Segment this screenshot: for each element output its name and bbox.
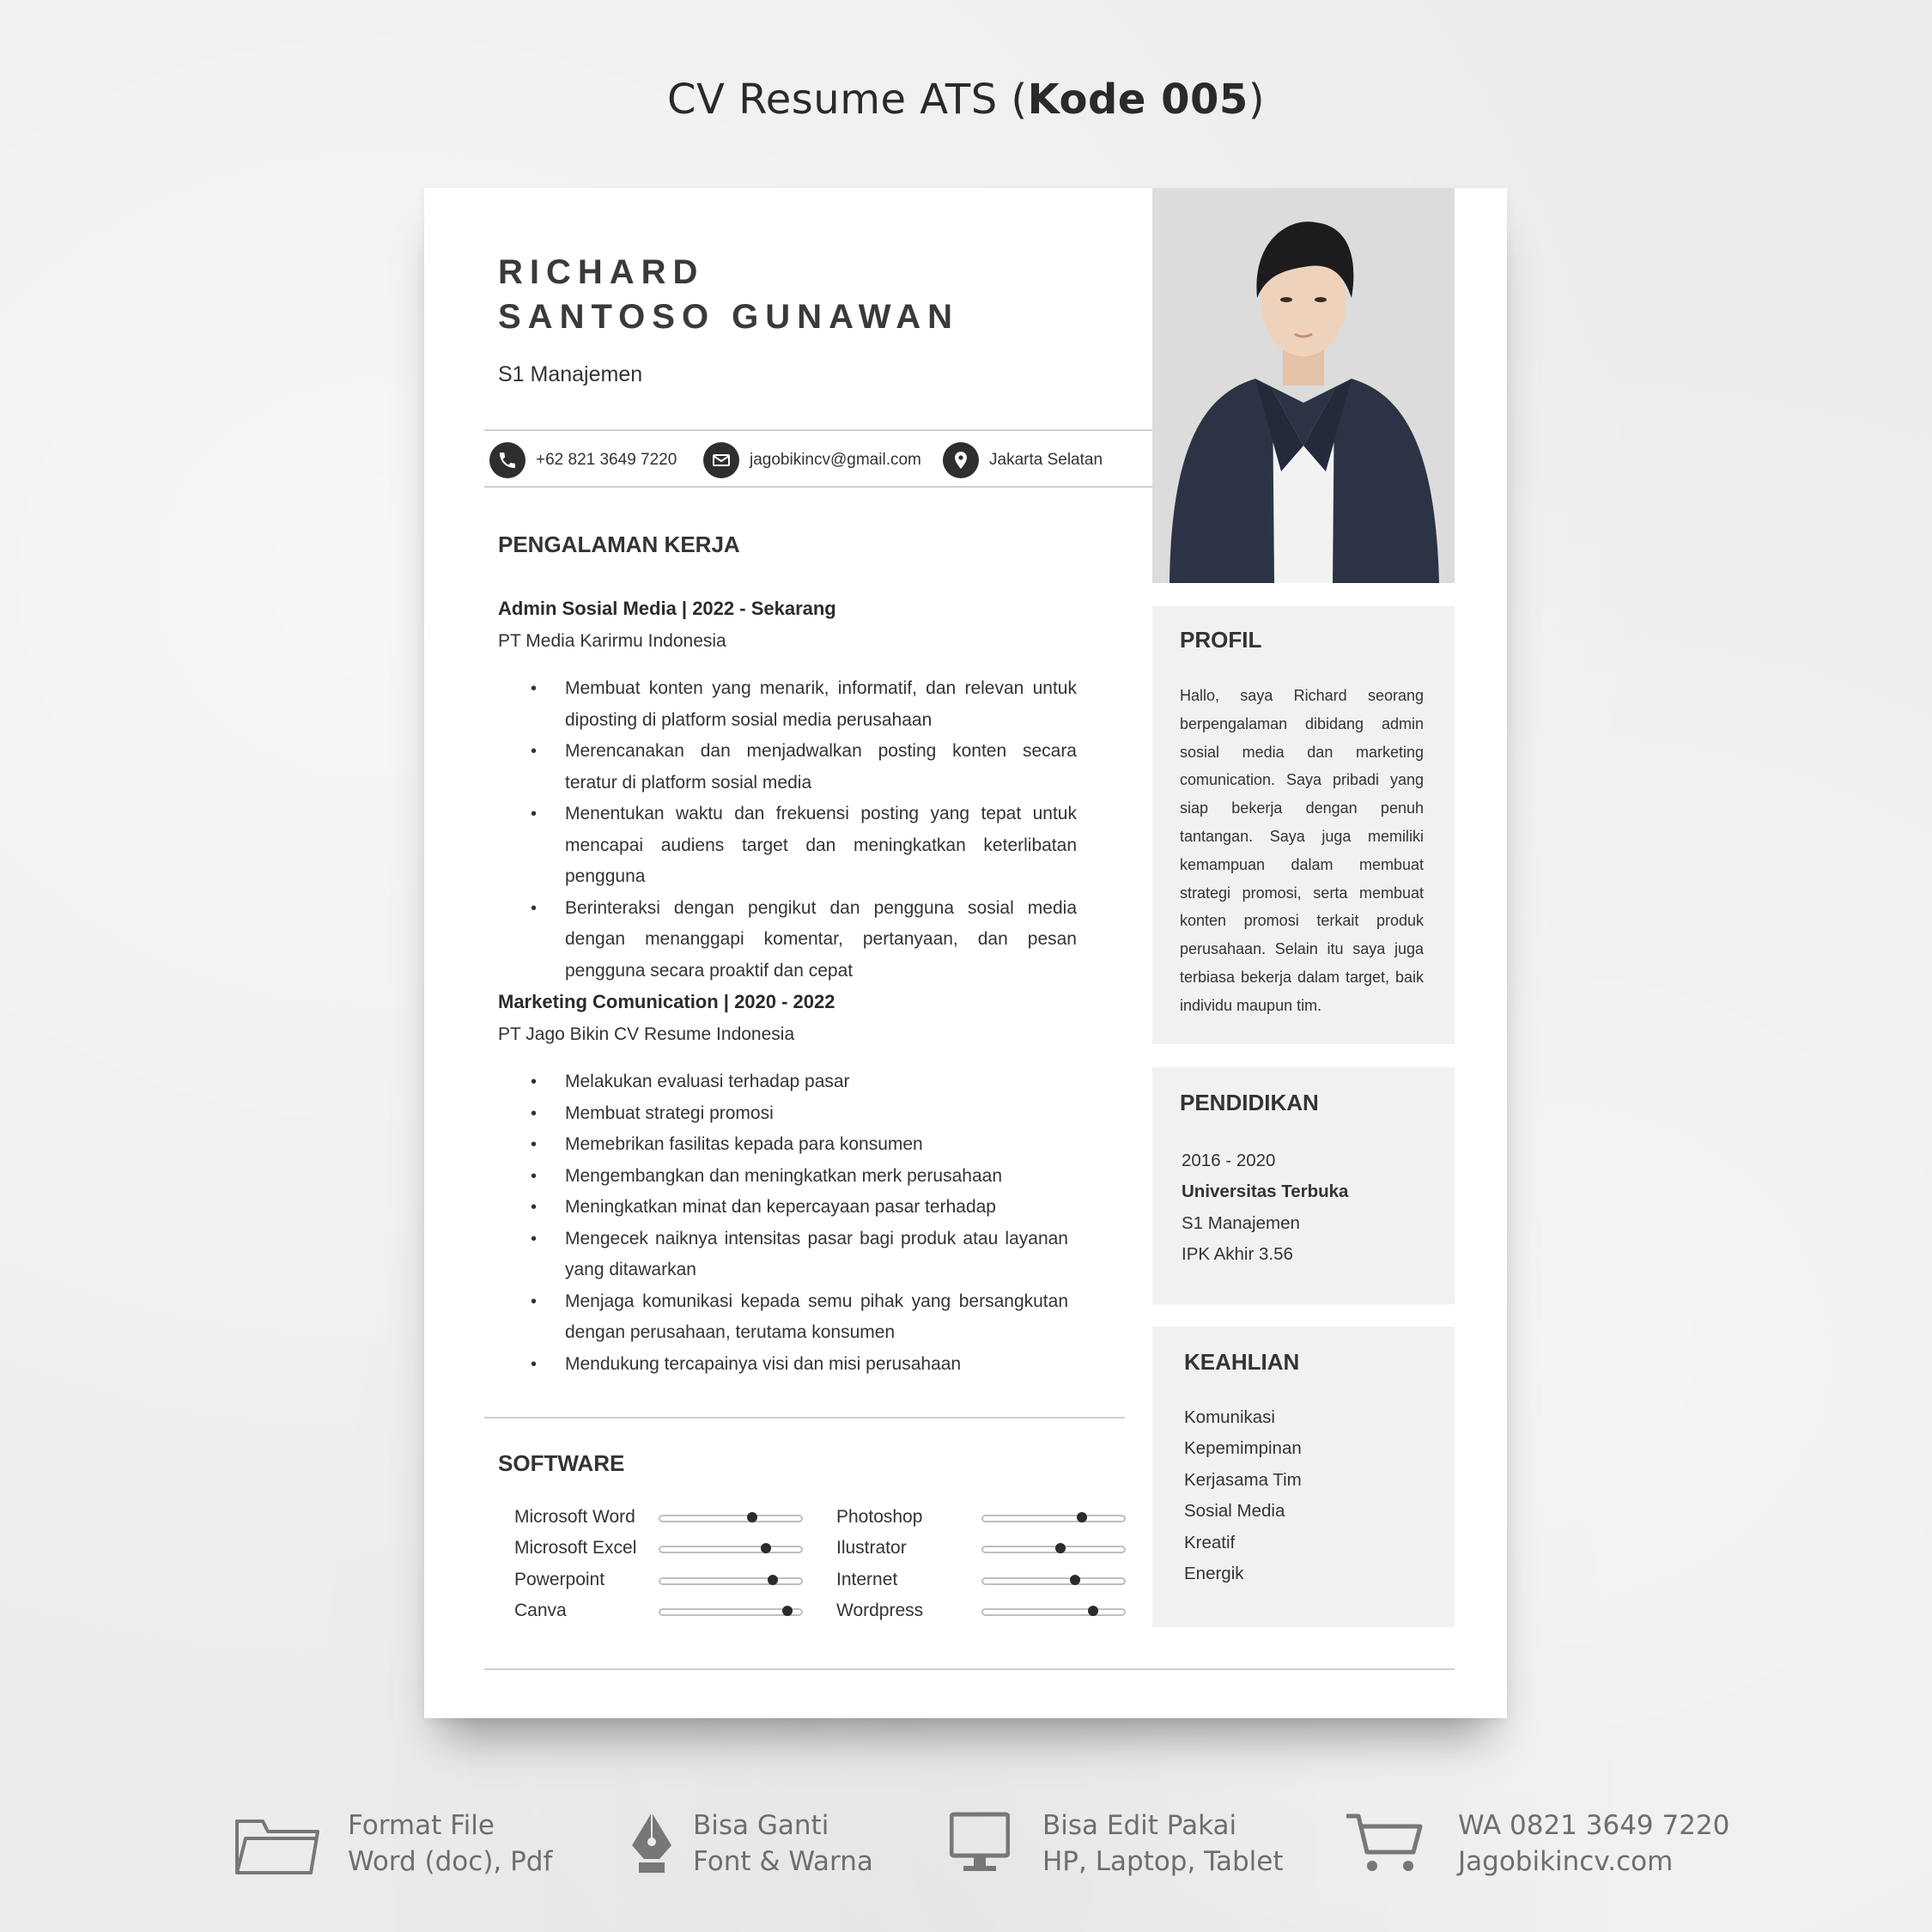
list-item: • Membuat strategi promosi xyxy=(531,1098,1068,1130)
education-degree: S1 Manajemen xyxy=(1182,1213,1300,1233)
skill-level-knob xyxy=(1077,1512,1087,1522)
skill-level-knob xyxy=(782,1606,793,1616)
skill-level-knob xyxy=(1070,1575,1080,1585)
monitor-icon xyxy=(950,1811,1010,1880)
job-company: PT Media Karirmu Indonesia xyxy=(498,631,726,651)
software-name: Canva xyxy=(514,1601,567,1620)
job-title: Marketing Comunication | 2020 - 2022 xyxy=(498,991,835,1012)
skill-level-bar xyxy=(981,1515,1126,1522)
skill-level-knob xyxy=(768,1575,778,1585)
skill-level-bar xyxy=(981,1577,1126,1585)
education-gpa: IPK Akhir 3.56 xyxy=(1182,1244,1293,1264)
education-school: Universitas Terbuka xyxy=(1182,1182,1349,1201)
feature-contact: WA 0821 3649 7220 Jagobikincv.com xyxy=(1458,1810,1730,1877)
profile-photo xyxy=(1152,188,1455,583)
experience-heading: PENGALAMAN KERJA xyxy=(498,532,740,557)
software-name: Photoshop xyxy=(836,1507,923,1527)
skill-item: Sosial Media xyxy=(1184,1501,1285,1521)
contact-location: Jakarta Selatan xyxy=(943,442,1103,478)
profile-box xyxy=(1152,606,1455,1044)
software-name: Internet xyxy=(836,1570,898,1589)
skill-item: Kreatif xyxy=(1184,1533,1236,1552)
list-item: • Memebrikan fasilitas kepada para konsumen xyxy=(531,1129,1068,1161)
list-item: • Berinteraksi dengan pengikut dan pengguna sosial media dengan menanggapi komentar, pertanyaan, dan pesan pengguna secara proaktif dan cepat xyxy=(531,893,1077,987)
bottom-divider xyxy=(484,1668,1455,1670)
pen-nib-icon xyxy=(629,1811,675,1880)
skill-level-bar xyxy=(659,1577,803,1585)
page-title: CV Resume ATS (Kode 005) xyxy=(666,76,1266,124)
list-item: • Menentukan waktu dan frekuensi posting yang tepat untuk mencapai audiens target dan meningkatkan keterlibatan pengguna xyxy=(531,799,1077,893)
list-item: • Mengecek naiknya intensitas pasar bagi produk atau layanan yang ditawarkan xyxy=(531,1224,1068,1286)
mail-icon xyxy=(703,442,739,478)
software-name: Microsoft Excel xyxy=(514,1538,637,1558)
job-company: PT Jago Bikin CV Resume Indonesia xyxy=(498,1024,795,1044)
feature-edit: Bisa Edit Pakai HP, Laptop, Tablet xyxy=(1042,1810,1284,1877)
job-duties-list xyxy=(531,673,1077,987)
contact-phone: +62 821 3649 7220 xyxy=(489,442,677,478)
skill-level-knob xyxy=(1088,1606,1098,1616)
education-heading: PENDIDIKAN xyxy=(1180,1090,1319,1115)
contact-bar xyxy=(484,429,1152,488)
profile-heading: PROFIL xyxy=(1180,627,1262,653)
skill-level-bar xyxy=(659,1515,803,1522)
education-years: 2016 - 2020 xyxy=(1182,1151,1276,1170)
profile-text: Hallo, saya Richard seorang berpengalaman dibidang admin sosial media dan marketing comunication. Saya pribadi yang siap bekerja dengan penuh tantangan. Saya juga memiliki kemampuan dalam membuat strategi promosi, serta membuat konten promosi terkait produk perusahaan. Selain itu saya juga terbiasa bekerja dalam target, baik individu maupun tim. xyxy=(1180,687,1424,1014)
list-item: • Mendukung tercapainya visi dan misi perusahaan xyxy=(531,1349,1068,1381)
list-item: • Merencanakan dan menjadwalkan posting konten secara teratur di platform sosial media xyxy=(531,736,1077,799)
skill-item: Kerjasama Tim xyxy=(1184,1470,1302,1490)
skill-level-knob xyxy=(761,1543,771,1553)
features-bar xyxy=(0,1807,1932,1885)
skill-item: Energik xyxy=(1184,1564,1244,1583)
skill-level-bar xyxy=(981,1546,1126,1553)
job-duties-list xyxy=(531,1066,1068,1380)
feature-font: Bisa Ganti Font & Warna xyxy=(693,1810,873,1877)
skill-level-bar xyxy=(659,1608,803,1616)
phone-icon xyxy=(489,442,526,478)
location-pin-icon xyxy=(943,442,979,478)
list-item: • Mengembangkan dan meningkatkan merk perusahaan xyxy=(531,1161,1068,1193)
skill-item: Kepemimpinan xyxy=(1184,1438,1302,1458)
contact-email: jagobikincv@gmail.com xyxy=(703,442,921,478)
cv-name: RICHARD SANTOSO GUNAWAN xyxy=(498,253,960,336)
software-name: Ilustrator xyxy=(836,1538,907,1558)
skill-level-knob xyxy=(747,1512,757,1522)
skills-heading: KEAHLIAN xyxy=(1184,1349,1300,1375)
job-title: Admin Sosial Media | 2022 - Sekarang xyxy=(498,598,836,619)
feature-format: Format File Word (doc), Pdf xyxy=(348,1810,553,1877)
list-item: • Meningkatkan minat dan kepercayaan pasar terhadap xyxy=(531,1192,1068,1224)
list-item: • Membuat konten yang menarik, informatif, dan relevan untuk diposting di platform sosial media perusahaan xyxy=(531,673,1077,736)
folder-icon xyxy=(234,1811,321,1880)
software-name: Microsoft Word xyxy=(514,1507,635,1527)
skill-level-knob xyxy=(1055,1543,1066,1553)
list-item: • Menjaga komunikasi kepada semu pihak yang bersangkutan dengan perusahaan, terutama konsumen xyxy=(531,1286,1068,1349)
skill-level-bar xyxy=(659,1546,803,1553)
software-heading: SOFTWARE xyxy=(498,1450,625,1476)
list-item: • Melakukan evaluasi terhadap pasar xyxy=(531,1066,1068,1098)
skill-level-bar xyxy=(981,1608,1126,1616)
cart-icon xyxy=(1345,1811,1424,1880)
skills-box xyxy=(1152,1327,1455,1627)
education-box xyxy=(1152,1067,1455,1304)
cv-page xyxy=(424,188,1507,1718)
skill-item: Komunikasi xyxy=(1184,1407,1275,1427)
software-name: Powerpoint xyxy=(514,1570,605,1589)
cv-subtitle: S1 Manajemen xyxy=(498,362,643,386)
software-name: Wordpress xyxy=(836,1601,924,1620)
section-divider xyxy=(484,1417,1125,1419)
